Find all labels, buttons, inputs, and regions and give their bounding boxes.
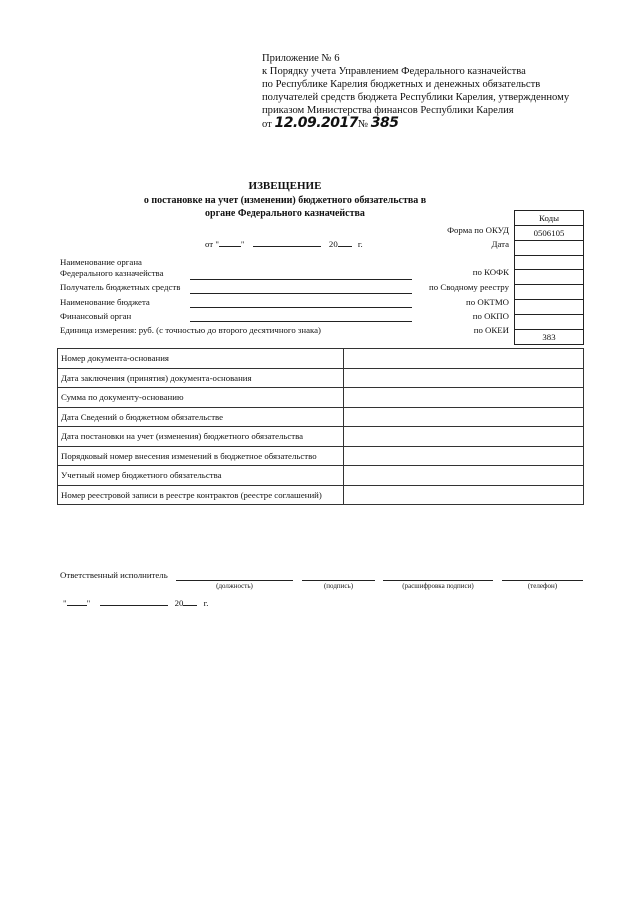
appendix-line: к Порядку учета Управлением Федерального казначейства	[262, 66, 526, 77]
document-subtitle-2: органе Федерального казначейства	[205, 208, 365, 219]
row-value	[344, 349, 584, 369]
appendix-line: получателей средств бюджета Республики Карелия, утвержденному	[262, 92, 570, 103]
row-label: Порядковый номер внесения изменений в бюджетное обязательство	[58, 446, 344, 466]
codes-table	[514, 210, 584, 345]
signature-line	[302, 580, 375, 581]
code-okpo	[515, 315, 584, 330]
code-label-oktmo: по ОКТМО	[466, 297, 509, 307]
code-label-svodny: по Сводному реестру	[429, 282, 509, 292]
number-prefix: №	[358, 119, 369, 130]
code-label-kofk: по КОФК	[472, 267, 509, 277]
label-budget: Наименование бюджета	[60, 297, 150, 307]
sig-date-open: "	[63, 598, 67, 608]
code-label-okud: Форма по ОКУД	[447, 225, 509, 235]
label-fin-organ: Финансовый орган	[60, 311, 132, 321]
row-value	[344, 388, 584, 408]
date-close-quote: "	[240, 239, 245, 249]
codes-header: Коды	[515, 211, 584, 226]
code-blank	[515, 256, 584, 270]
date-open-quote: от "	[205, 239, 219, 249]
row-value	[344, 446, 584, 466]
obligation-table	[57, 348, 584, 505]
caption-position: (должность)	[216, 582, 253, 590]
row-label: Дата Сведений о бюджетном обязательстве	[58, 407, 344, 427]
row-label: Номер реестровой записи в реестре контрактов (реестре соглашений)	[58, 485, 344, 505]
handwritten-number: 385	[370, 115, 399, 131]
caption-name: (расшифровка подписи)	[402, 582, 474, 590]
code-okei: 383	[515, 330, 584, 345]
field-fin-organ-line	[190, 321, 412, 322]
code-svodny	[515, 285, 584, 300]
caption-phone: (телефон)	[527, 582, 558, 590]
code-label-okpo: по ОКПО	[472, 311, 509, 321]
row-value	[344, 485, 584, 505]
row-value	[344, 466, 584, 486]
label-recipient: Получатель бюджетных средств	[60, 282, 181, 292]
caption-signature: (подпись)	[323, 582, 354, 590]
code-okud: 0506105	[515, 226, 584, 241]
appendix-line: приказом Министерства финансов Республики Карелия	[262, 105, 514, 116]
field-recipient-line	[190, 293, 412, 294]
sig-year-prefix: 20	[174, 598, 184, 608]
label-unit: Единица измерения: руб. (с точностью до второго десятичного знака)	[60, 325, 321, 335]
row-value	[344, 427, 584, 447]
document-subtitle-1: о постановке на учет (изменении) бюджетного обязательства в	[143, 195, 427, 206]
row-label: Дата постановки на учет (изменения) бюджетного обязательства	[58, 427, 344, 447]
phone-line	[502, 580, 583, 581]
appendix-line: Приложение № 6	[262, 53, 340, 64]
name-line	[383, 580, 493, 581]
row-label: Сумма по документу-основанию	[58, 388, 344, 408]
date-line	[205, 239, 363, 249]
row-label: Учетный номер бюджетного обязательства	[58, 466, 344, 486]
signature-date	[63, 598, 208, 608]
date-prefix: от	[262, 119, 272, 130]
code-label-okei: по ОКЕИ	[473, 325, 509, 335]
appendix-date-line	[262, 117, 569, 131]
handwritten-date: 12.09.2017	[274, 115, 359, 131]
signature-label: Ответственный исполнитель	[60, 570, 168, 580]
appendix-block	[262, 52, 569, 131]
row-value	[344, 368, 584, 388]
sig-date-close: "	[86, 598, 91, 608]
document-title: ИЗВЕЩЕНИЕ	[248, 180, 322, 192]
field-budget-line	[190, 307, 412, 308]
sig-year-suffix: г.	[203, 598, 209, 608]
appendix-line: по Республике Карелия бюджетных и денежных обязательств	[262, 79, 541, 90]
field-organ-line	[190, 279, 412, 280]
code-kofk	[515, 270, 584, 285]
year-prefix: 20	[328, 239, 338, 249]
label-organ-2: Федерального казначейства	[60, 268, 164, 278]
row-label: Дата заключения (принятия) документа-основания	[58, 368, 344, 388]
year-suffix: г.	[357, 239, 363, 249]
code-oktmo	[515, 300, 584, 315]
position-line	[176, 580, 293, 581]
row-value	[344, 407, 584, 427]
code-date	[515, 241, 584, 256]
label-organ-1: Наименование органа	[60, 257, 142, 267]
row-label: Номер документа-основания	[58, 349, 344, 369]
code-label-date: Дата	[491, 239, 509, 249]
